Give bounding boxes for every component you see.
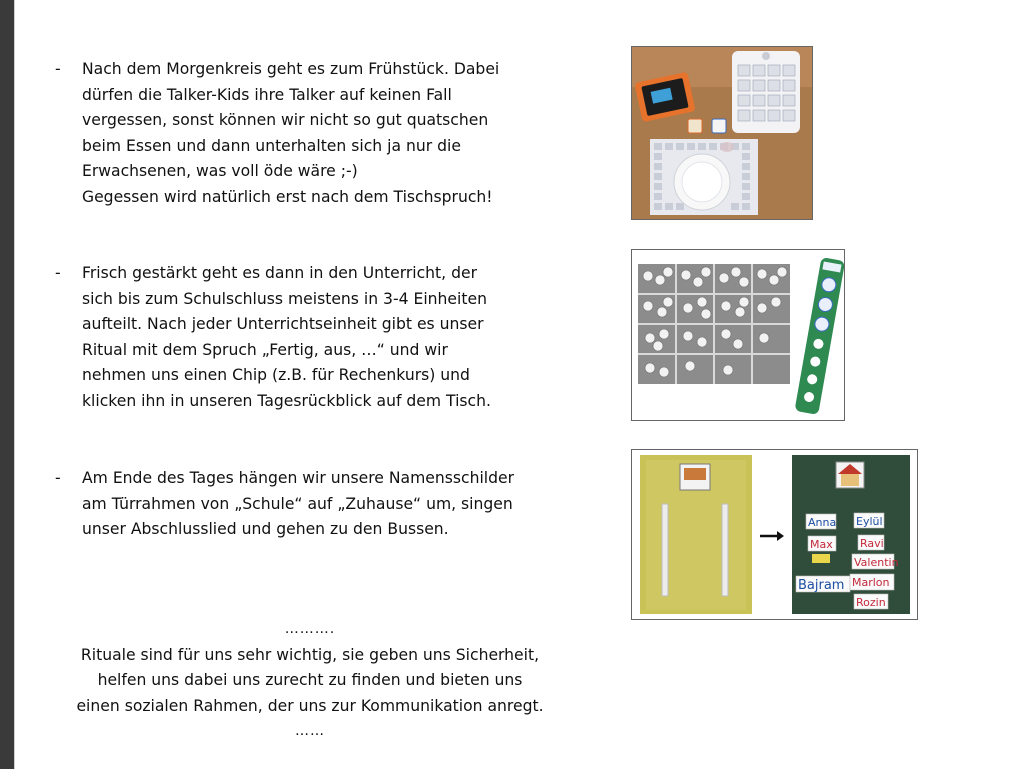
text-line: unser Abschlusslied und gehen zu den Bussen. bbox=[82, 520, 449, 539]
bullet-end-of-day bbox=[55, 466, 585, 543]
name-tag-max: Max bbox=[810, 538, 833, 551]
text-line: vergessen, sonst können wir nicht so gut quatschen bbox=[82, 111, 489, 130]
bullet-text bbox=[82, 466, 585, 543]
text-line: Ritual mit dem Spruch „Fertig, aus, …“ und wir bbox=[82, 340, 448, 359]
document-page bbox=[14, 0, 1024, 769]
bullet-marker: - bbox=[55, 264, 61, 282]
text-line: aufteilt. Nach jeder Unterrichtseinheit gibt es unser bbox=[82, 315, 484, 334]
name-tag-valentin: Valentin bbox=[854, 556, 899, 569]
text-line: einen sozialen Rahmen, der uns zur Kommunikation anregt. bbox=[76, 696, 544, 715]
name-tag-bajram: Bajram bbox=[798, 578, 845, 593]
text-line: Frisch gestärkt geht es dann in den Unterricht, der bbox=[82, 264, 477, 282]
bullet-marker: - bbox=[55, 469, 61, 487]
text-line: nehmen uns einen Chip (z.B. für Rechenkurs) und bbox=[82, 366, 470, 385]
name-tag-anna: Anna bbox=[808, 516, 837, 529]
photo-name-tags bbox=[631, 449, 918, 620]
text-line: Erwachsenen, was voll öde wäre ;-) bbox=[82, 162, 358, 181]
name-tag-rozin: Rozin bbox=[856, 596, 886, 609]
text-line: sich bis zum Schulschluss meistens in 3-4 Einheiten bbox=[82, 289, 487, 308]
bullet-text bbox=[82, 57, 585, 211]
text-line: am Türrahmen von „Schule“ auf „Zuhause“ um, singen bbox=[82, 494, 513, 513]
name-tag-ravi: Ravi bbox=[860, 537, 884, 550]
text-line: klicken ihn in unseren Tagesrückblick auf dem Tisch. bbox=[82, 391, 491, 410]
dots-separator: ………. bbox=[284, 621, 336, 637]
name-tag-marlon: Marlon bbox=[852, 576, 890, 589]
closing-paragraph bbox=[15, 617, 605, 745]
photo-chips-day-review bbox=[631, 249, 845, 421]
text-line: Gegessen wird natürlich erst nach dem Tischspruch! bbox=[82, 187, 493, 206]
text-line: Nach dem Morgenkreis geht es zum Frühstück. Dabei bbox=[82, 60, 500, 78]
dots-separator: …… bbox=[295, 723, 325, 740]
text-line: Am Ende des Tages hängen wir unsere Namensschilder bbox=[82, 469, 515, 487]
name-tag-eylul: Eylül bbox=[856, 515, 883, 528]
bullet-text bbox=[82, 261, 585, 415]
text-line: Rituale sind für uns sehr wichtig, sie geben uns Sicherheit, bbox=[80, 645, 540, 664]
photo-breakfast-talkers bbox=[631, 46, 813, 220]
text-line: helfen uns dabei uns zurecht zu finden und bieten uns bbox=[97, 671, 523, 690]
bullet-marker: - bbox=[55, 60, 61, 78]
text-line: beim Essen und dann unterhalten sich ja nur die bbox=[82, 136, 461, 155]
bullet-lessons bbox=[55, 261, 585, 415]
bullet-breakfast bbox=[55, 57, 585, 211]
text-line: dürfen die Talker-Kids ihre Talker auf keinen Fall bbox=[82, 85, 452, 104]
